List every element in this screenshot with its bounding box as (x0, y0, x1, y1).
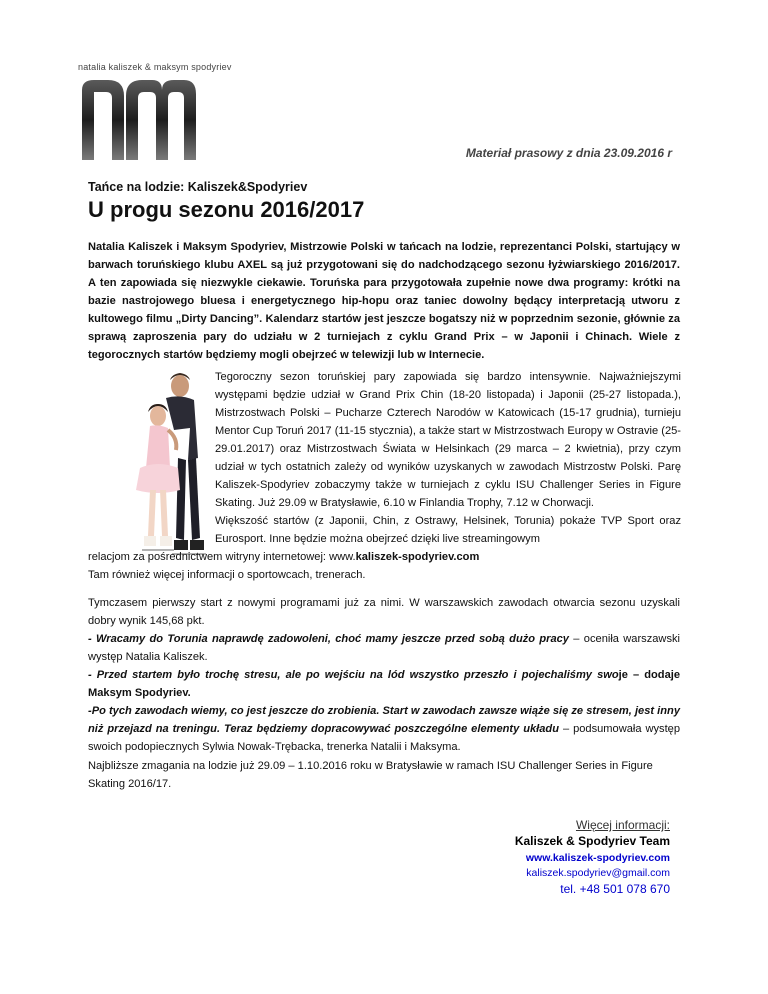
article-lead: Natalia Kaliszek i Maksym Spodyriev, Mistrzowie Polski w tańcach na lodzie, reprezentanci Polski, startujący w barwach toruńskiego klubu AXEL są już przygotowani się do nadchodzącego sezonu łyżwiarskiego 2016/2017. A ten zapowiada się niezwykle ciekawie. Toruńska para przygotowała zupełnie nowe dwa programy: krótki na bazie nastrojowego bluesa i energetycznego hip-hopu oraz taniec dowolny będący interpretacją utworu z kultowego filmu „Dirty Dancing”. Kalendarz startów jest jeszcze bogatszy niż w poprzednim sezonie, głównie za sprawą zaproszenia pary do udziału w 2 turniejach z cyklu Grand Prix – w Japonii i Chinach. Wiele z tegorocznych startów będziemy mogli obejrzeć w telewizji lub w Internecie. (88, 241, 680, 361)
contact-heading: Więcej informacji: (575, 818, 670, 832)
contact-website-link[interactable]: www.kaliszek-spodyriev.com (525, 852, 670, 864)
more-info-text: Tam również więcej informacji o sportowcach, trenerach. (88, 569, 366, 581)
contact-team: Kaliszek & Spodyriev Team (514, 834, 670, 848)
press-date: Materiał prasowy z dnia 23.09.2016 r (465, 146, 672, 160)
nm-logo (80, 76, 198, 162)
website-link[interactable]: kaliszek-spodyriev.com (355, 551, 480, 563)
quote-natalia-attribution: – oceniła warszawski występ Natalia Kaliszek. (88, 633, 680, 663)
contact-email-link[interactable]: kaliszek.spodyriev@gmail.com (526, 867, 670, 879)
logo-caption: natalia kaliszek & maksym spodyriev (78, 62, 232, 72)
contact-block (515, 818, 670, 896)
paragraph-season: Tegoroczny sezon toruńskiej pary zapowiada się bardzo intensywnie. Najważniejszymi występami będzie udział w Grand Prix Chin (18-20 listopada) i Japonii (25-27 listopada.), Mistrzostwach Polski – Pucharze Czterech Narodów w Katowicach (15-17 grudnia), turnieju Mentor Cup Toruń 2017 (11-15 stycznia), a także start w Mistrzostwach Europy w Ostravie (25-29.01.2017) oraz Mistrzostwach Świata w Helsinkach (29 marca – 2 kwietnia), przy czym udział w tych ostatnich zależy od wyników uzyskanych w zawodach Mistrzostw Polski. Parę Kaliszek-Spodyriev zobaczymy także w turniejach z cyklu ISU Challenger Series in Figure Skating. Już 29.09 w Bratysławie, 6.10 w Finlandia Trophy, 7.12 w Chorwacji. (215, 371, 681, 509)
contact-phone[interactable]: tel. +48 501 078 670 (560, 882, 670, 896)
article-body-next (88, 757, 680, 793)
skaters-photo (118, 368, 214, 562)
article-title: U progu sezonu 2016/2017 (88, 197, 365, 222)
streaming-text: relacjom za pośrednictwem witryny internetowej: www. (88, 551, 356, 563)
article-body-results (88, 594, 680, 756)
paragraph-first-start: Tymczasem pierwszy start z nowymi programami już za nimi. W warszawskich zawodach otwarcia sezonu uzyskali dobry wynik 145,68 pkt. (88, 597, 680, 627)
paragraph-next-event: Najbliższe zmagania na lodzie już 29.09 – 1.10.2016 roku w Bratysławie w ramach ISU Challenger Series in Figure Skating 2016/17. (88, 760, 653, 790)
quote-maksym-attribution: je – dodaje Maksym Spodyriev. (88, 669, 680, 699)
quote-coach: -Po tych zawodach wiemy, co jest jeszcze do zrobienia. Start w zawodach zawsze wiąże się ze stresem, jest inny niż przejazd na treningu. Teraz będziemy dopracowywać poszczególne elementy układu (88, 705, 680, 735)
quote-coach-attribution: – podsumowała występ swoich podopiecznych Sylwia Nowak-Trębacka, trenerka Natalii i Maksyma. (88, 723, 681, 753)
article-body-wrapped (215, 368, 681, 548)
paragraph-broadcast: Większość startów (z Japonii, Chin, z Ostrawy, Helsinek, Torunia) pokaże TVP Sport oraz Eurosport. Inne będzie można obejrzeć dzięki live streamingowym (215, 515, 681, 545)
article-kicker: Tańce na lodzie: Kaliszek&Spodyriev (88, 180, 308, 194)
quote-natalia: - Wracamy do Torunia naprawdę zadowoleni, choć mamy jeszcze przed sobą dużo pracy (88, 633, 569, 645)
article-body-streaming (88, 548, 680, 584)
quote-maksym: - Przed startem było trochę stresu, ale po wejściu na lód wszystko przeszło i pojechaliśmy swo (88, 669, 619, 681)
